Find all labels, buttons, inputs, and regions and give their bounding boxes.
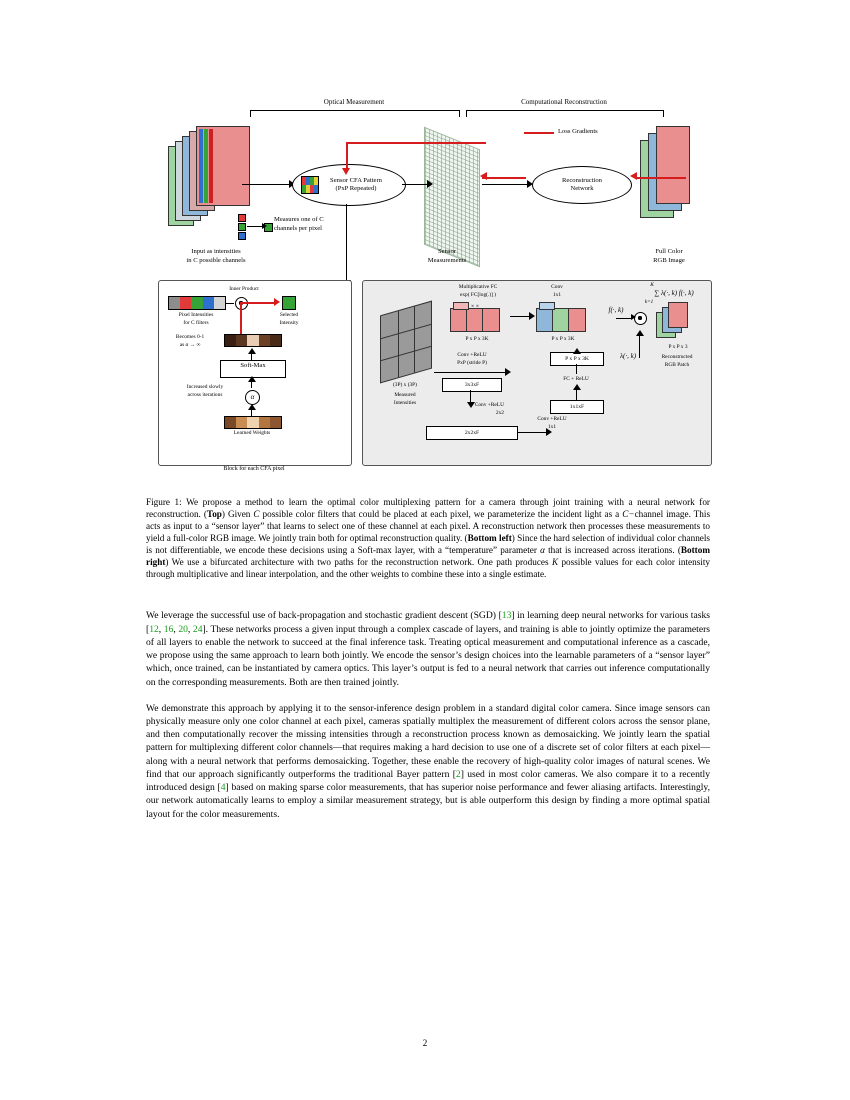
- pixel-intensities-label-1: Pixel Intensities: [178, 312, 214, 318]
- recon-patch-label-1: Reconstructed: [661, 354, 693, 360]
- box-2x2xF: 2x2xF: [426, 426, 518, 440]
- legend-swatches: [238, 214, 250, 248]
- output-rgb-stack: [640, 126, 700, 226]
- pxpx3-label: P x P x 3: [668, 344, 688, 350]
- arrow-head-up-fc: [573, 384, 581, 390]
- conv-relu-2x2-label-2: 2x2: [495, 410, 504, 416]
- conv-relu-2x2-label-1: Conv +ReLU: [474, 402, 504, 408]
- arrow-head-up-lower: [573, 348, 581, 354]
- arrow-head-alpha-up: [248, 376, 256, 382]
- conv-relu-1x1-label-2: 1x1: [547, 424, 557, 430]
- red-vert-connector: [240, 302, 242, 336]
- arrow-lower-up-line: [576, 364, 577, 374]
- arrow-legend: [247, 226, 263, 227]
- reconstruction-network-node: [532, 166, 632, 204]
- red-arrowhead-selected: [274, 298, 280, 306]
- mult-fc-label-1: Multiplicative FC: [458, 284, 498, 290]
- increased-label-2: across iterations: [187, 392, 223, 398]
- loss-gradient-seg-mid: [482, 177, 526, 179]
- measured-label-1: Measured: [394, 392, 416, 398]
- caption-text-7: ) We use a bifurcated architecture with two paths for the reconstruction network. One path produces: [165, 557, 552, 568]
- measures-label-1: Measures one of C: [274, 216, 324, 223]
- paragraph-2: We demonstrate this approach by applying it to the sensor-inference design problem in a standard digital color camera. Since image sensors can physically measure only one color channel at each pixel, cameras spatially multiplex the measurement of different colors across the sensor plane, and then computationally recover the missing intensities through a reconstruction process known as demosaicking. We jointly learn the spatial pattern for multiplexing different color channels—that requires making a hard decision to use one of a discrete set of color filters at each pixel—along with a neural network that performs demosaicking. Together, these enable the recovery of high-quality color images of natural scenes. We find that our approach significantly outperforms the traditional Bayer pattern [2] used in most color cameras. We also compare it to a recently introduced design [4] based on making sparse color measurements, that has superior noise performance and fewer aliasing artifacts. Interestingly, our network automatically learns to employ a similar measurement strategy, but is able outperform this design by finding a more optimal spatial layout for the color measurements.: [146, 702, 710, 820]
- becomes-label-1: Becomes 0-1: [175, 334, 205, 340]
- citation-link[interactable]: 2: [455, 768, 461, 780]
- alpha-parameter-node: α: [245, 390, 260, 405]
- caption-text-3: possible color filters that could be placed at each pixel, we parameterize the incident light as a: [259, 509, 623, 520]
- citation-link[interactable]: 13: [501, 610, 512, 622]
- caption-text-4: channel image. This acts as input to a “sensor layer” that learns to select one of these channel at each pixel. A reconstruction network then processes these measurements to yield a full-color RGB image. We jointly train both for optimal reconstruction quality. (: [146, 509, 711, 544]
- loss-gradient-arrowhead: [342, 168, 350, 175]
- optical-measurement-bracket: [250, 110, 460, 117]
- caption-text-1: We propose a method to learn the optimal color multiplexing pattern for a camera through joint training with a neural network for reconstruction. (: [146, 497, 710, 520]
- loss-gradient-arrowhead-2: [480, 172, 487, 180]
- pxpx3k-label-1: P x P x 3K: [465, 336, 489, 342]
- arrow-head-fc-conv: [529, 312, 535, 320]
- figure-1: [146, 86, 710, 486]
- caption-ital-c2: C−: [622, 509, 635, 520]
- conv-upper-cube-stack: [536, 300, 592, 334]
- full-color-label-1: Full Color: [655, 248, 683, 255]
- arrow-plane-to-recon: [482, 184, 528, 185]
- measured-label-2: Intensities: [393, 400, 417, 406]
- arrow-head-convpxp: [505, 368, 511, 376]
- sensor-measurement-plane: [424, 127, 480, 268]
- inner-product-label: Inner Product: [229, 286, 259, 292]
- learned-weights-label: Learned Weights: [233, 430, 271, 436]
- pixel-intensity-strip: [168, 296, 226, 310]
- box-PxPx3K-lower: P x P x 3K: [550, 352, 604, 366]
- conv1x1-upper-label-1: Conv: [551, 284, 563, 290]
- full-color-label-2: RGB Image: [653, 257, 685, 264]
- loss-gradient-legend-line: [524, 132, 554, 134]
- box-3x3xF: 3x3xF: [442, 378, 502, 392]
- selected-intensity-swatch: [282, 296, 296, 310]
- paragraph-1: We leverage the successful use of back-propagation and stochastic gradient descent (SGD) [13] in learning deep neural networks for various tasks [12, 16, 20, 24]. These networks process a given input through a complex cascade of layers, and training is able to jointly optimize the parameters of all layers to enable the network to succeed at the final inference task. Treating optical measurement and computational inference as a cascade, we propose using the same approach to learn both jointly. We encode the sensor’s design choices into the learnable parameters of a “sensor layer” which, once trained, can be instantiated by camera optics. This layer’s output is fed to a neural network that carries out inference computationally on the corresponding measurements. Both are then trained jointly.: [146, 610, 711, 688]
- citation-link[interactable]: 24: [192, 623, 203, 635]
- sum-expression: ∑ λ(·, k) f(·, k): [654, 289, 694, 297]
- softmax-output-bar: [224, 334, 282, 347]
- caption-text-5: ) Since the hard selection of individual color channels is not differentiable, we encode these decisions using a Soft-max layer, with a “temperature” parameter: [146, 533, 710, 556]
- loss-gradient-seg-down: [346, 142, 348, 170]
- loss-gradients-label: Loss Gradients: [558, 128, 598, 135]
- arrow-head-legend: [262, 223, 267, 229]
- selected-intensity-label-2: Intensity: [279, 320, 299, 326]
- sensor-measurements-label-2: Measurements: [427, 257, 467, 264]
- arrow-lambda-vert: [639, 336, 640, 358]
- increased-label-1: Increased slowly: [186, 384, 224, 390]
- arrow-head-plane: [427, 180, 433, 188]
- caption-text-8: possible values for each color intensity through multiplicative and linear interpolation, and the other weights to combine these into a single estimate.: [146, 557, 710, 580]
- three-p-label: (3P) x (3P): [393, 382, 417, 388]
- loss-gradient-seg-top: [346, 142, 486, 144]
- conv-relu-pxp-label-2: PxP (stride P): [457, 360, 487, 366]
- block-for-each-cfa-pixel-label: Block for each CFA pixel: [223, 466, 285, 472]
- loss-gradient-seg-right: [636, 177, 686, 179]
- mult-fc-label-2: exp( FC[log(.)] ): [459, 292, 497, 298]
- caption-ital-k: K: [551, 557, 559, 568]
- pxpx3k-label-2: P x P x 3K: [551, 336, 575, 342]
- computational-reconstruction-label: Computational Reconstruction: [464, 98, 664, 106]
- lambda-k-label: λ(·, k): [619, 352, 637, 360]
- arrow-cfa-to-plane: [402, 184, 428, 185]
- figure-caption: [146, 496, 710, 580]
- sensor-cfa-label-2: (PxP Repeated): [335, 185, 377, 192]
- measures-label-2: channels per pixel: [274, 225, 322, 232]
- loss-gradient-arrowhead-3: [630, 172, 637, 180]
- sum-lower-limit: k=1: [644, 299, 654, 305]
- input-label-line1: Input as intensities: [191, 248, 241, 255]
- caption-text-2: ) Given: [221, 509, 254, 520]
- citation-link[interactable]: 12: [149, 623, 159, 635]
- optical-measurement-label: Optical Measurement: [250, 98, 458, 106]
- sum-upper-limit: K: [650, 282, 654, 288]
- arrow-head-weights-up: [248, 404, 256, 410]
- recon-patch-label-2: RGB Patch: [664, 362, 690, 368]
- caption-ital-c1: C: [253, 509, 260, 520]
- f-dot-k-label: f(·, k): [608, 306, 624, 314]
- citation-link[interactable]: 4: [220, 782, 226, 794]
- conv1x1-upper-label-2: 1x1: [552, 292, 562, 298]
- arrow-3x3-to-2x2-line: [470, 390, 471, 402]
- caption-bold-top: Top: [206, 509, 222, 520]
- arrow-to-multiply: [616, 318, 632, 319]
- arrow-head-lambda-up: [636, 330, 644, 336]
- conv-relu-1x1-label-1: Conv +ReLU: [537, 416, 567, 422]
- caption-bold-bottom-right: Bottom right: [146, 545, 710, 568]
- arrow-fc-to-conv: [510, 316, 530, 317]
- caption-ital-alpha: α: [540, 545, 545, 556]
- arrow-grid-to-convpxp: [434, 372, 506, 373]
- fc-relu-label: FC + ReLU: [563, 376, 589, 382]
- caption-text-6: that is increased across iterations. (: [544, 545, 681, 556]
- input-label-line2: in C possible channels: [186, 257, 246, 264]
- arrow-head-multiply: [631, 314, 636, 320]
- box-1x1xF: 1x1xF: [550, 400, 604, 414]
- arrow-2x2-to-fc: [518, 432, 548, 433]
- arrow-softmax-up-line: [251, 352, 252, 360]
- sensor-measurements-label-1: Sensor: [438, 248, 456, 255]
- caption-prefix: Figure 1:: [146, 497, 182, 507]
- citation-link[interactable]: 20: [178, 623, 188, 635]
- mult-fc-x-marks: × ×: [470, 304, 480, 310]
- conv-relu-pxp-label-1: Conv +ReLU: [457, 352, 487, 358]
- learned-weights-bar: [224, 416, 282, 429]
- caption-bold-bottom-left: Bottom left: [467, 533, 512, 544]
- cfa-swatch-icon: [301, 176, 319, 194]
- sensor-cfa-label-1: Sensor CFA Pattern: [330, 177, 382, 185]
- computational-reconstruction-bracket: [466, 110, 664, 117]
- arrow-input-to-cfa: [242, 184, 290, 185]
- reconstructed-patch-stack: [656, 302, 700, 342]
- citation-link[interactable]: 16: [163, 623, 174, 635]
- becomes-label-2: as α → ∞: [179, 342, 201, 348]
- arrow-strip-to-dot: [225, 303, 234, 304]
- softmax-layer-box: Soft-Max: [220, 360, 286, 378]
- arrow-cfa-to-block: [346, 204, 347, 282]
- recon-net-label-2: Network: [570, 185, 594, 192]
- page-content: [146, 86, 710, 821]
- page-number: 2: [422, 1038, 428, 1048]
- pixel-intensities-label-2: for C filters: [183, 320, 209, 326]
- recon-net-label-1: Reconstruction: [562, 177, 602, 185]
- selected-intensity-label-1: Selected: [279, 312, 299, 318]
- softmax-to-dot-red-line: [242, 302, 276, 304]
